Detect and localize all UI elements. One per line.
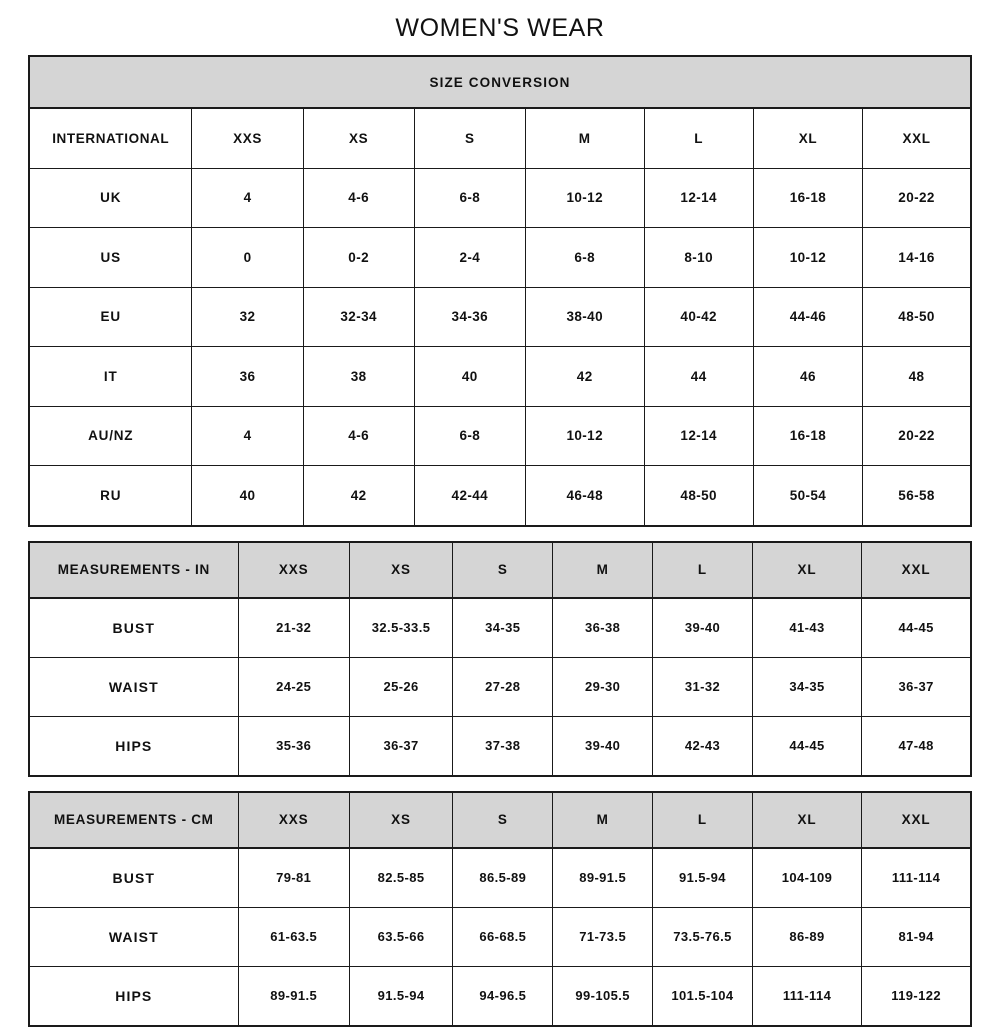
cell: 42-43 (653, 716, 753, 776)
cell: 4 (192, 168, 303, 228)
cell: 111-114 (862, 848, 971, 908)
row-label: WAIST (29, 907, 238, 966)
table-row (29, 907, 971, 966)
row-label: AU/NZ (29, 406, 192, 466)
cell: 71-73.5 (553, 907, 653, 966)
table-row (29, 228, 971, 288)
size-conversion-table (28, 55, 972, 527)
cell: 86.5-89 (453, 848, 553, 908)
cell: 46-48 (525, 466, 644, 526)
cell: 10-12 (525, 406, 644, 466)
row-label: BUST (29, 598, 238, 658)
column-header-m: M (525, 108, 644, 168)
column-header-xl: XL (753, 108, 862, 168)
cell: 37-38 (453, 716, 553, 776)
cell: 56-58 (863, 466, 971, 526)
cell: 29-30 (553, 657, 653, 716)
cell: 61-63.5 (238, 907, 349, 966)
column-header-xl: XL (752, 542, 861, 598)
size-conversion-banner: SIZE CONVERSION (29, 56, 971, 108)
cell: 94-96.5 (453, 966, 553, 1026)
cell: 25-26 (349, 657, 453, 716)
page-title: WOMEN'S WEAR (395, 14, 605, 42)
cell: 89-91.5 (238, 966, 349, 1026)
measurements-centimeters-table (28, 791, 972, 1027)
table-row (29, 716, 971, 776)
cell: 104-109 (752, 848, 861, 908)
cell: 2-4 (414, 228, 525, 288)
cell: 0-2 (303, 228, 414, 288)
column-header-m: M (553, 792, 653, 848)
cell: 86-89 (752, 907, 861, 966)
cell: 27-28 (453, 657, 553, 716)
cell: 6-8 (414, 168, 525, 228)
cell: 38-40 (525, 287, 644, 347)
cell: 36 (192, 347, 303, 407)
cell: 39-40 (553, 716, 653, 776)
cell: 12-14 (644, 406, 753, 466)
cell: 40 (192, 466, 303, 526)
cell: 12-14 (644, 168, 753, 228)
column-header-xxs: XXS (192, 108, 303, 168)
column-header-measurements-cm: MEASUREMENTS - CM (29, 792, 238, 848)
cell: 32 (192, 287, 303, 347)
row-label: HIPS (29, 966, 238, 1026)
cell: 48-50 (644, 466, 753, 526)
cell: 4-6 (303, 406, 414, 466)
table-row (29, 347, 971, 407)
column-header-s: S (414, 108, 525, 168)
cell: 79-81 (238, 848, 349, 908)
cell: 91.5-94 (653, 848, 753, 908)
table-banner-row (29, 56, 971, 108)
cell: 21-32 (238, 598, 349, 658)
cell: 42-44 (414, 466, 525, 526)
table-row (29, 966, 971, 1026)
column-header-xl: XL (752, 792, 861, 848)
cell: 0 (192, 228, 303, 288)
cell: 82.5-85 (349, 848, 453, 908)
cell: 34-36 (414, 287, 525, 347)
cell: 44-45 (752, 716, 861, 776)
cell: 34-35 (752, 657, 861, 716)
cell: 41-43 (752, 598, 861, 658)
cell: 14-16 (863, 228, 971, 288)
cell: 111-114 (752, 966, 861, 1026)
column-header-s: S (453, 542, 553, 598)
cell: 32-34 (303, 287, 414, 347)
column-header-xxl: XXL (862, 542, 971, 598)
cell: 101.5-104 (653, 966, 753, 1026)
cell: 91.5-94 (349, 966, 453, 1026)
table-header-row (29, 542, 971, 598)
column-header-international: INTERNATIONAL (29, 108, 192, 168)
column-header-xs: XS (303, 108, 414, 168)
table-row (29, 168, 971, 228)
cell: 48 (863, 347, 971, 407)
row-label: US (29, 228, 192, 288)
row-label: WAIST (29, 657, 238, 716)
cell: 8-10 (644, 228, 753, 288)
cell: 39-40 (653, 598, 753, 658)
row-label: EU (29, 287, 192, 347)
cell: 36-38 (553, 598, 653, 658)
row-label: HIPS (29, 716, 238, 776)
row-label: IT (29, 347, 192, 407)
column-header-xxs: XXS (238, 542, 349, 598)
column-header-measurements-in: MEASUREMENTS - IN (29, 542, 238, 598)
row-label: UK (29, 168, 192, 228)
cell: 20-22 (863, 168, 971, 228)
column-header-l: L (653, 792, 753, 848)
cell: 36-37 (349, 716, 453, 776)
cell: 4-6 (303, 168, 414, 228)
table-row (29, 466, 971, 526)
column-header-s: S (453, 792, 553, 848)
cell: 47-48 (862, 716, 971, 776)
cell: 81-94 (862, 907, 971, 966)
table-row (29, 848, 971, 908)
column-header-xxl: XXL (862, 792, 971, 848)
cell: 10-12 (525, 168, 644, 228)
cell: 99-105.5 (553, 966, 653, 1026)
table-row (29, 406, 971, 466)
cell: 63.5-66 (349, 907, 453, 966)
cell: 24-25 (238, 657, 349, 716)
column-header-xs: XS (349, 542, 453, 598)
table-header-row (29, 108, 971, 168)
cell: 119-122 (862, 966, 971, 1026)
row-label: RU (29, 466, 192, 526)
measurements-inches-table (28, 541, 972, 777)
cell: 89-91.5 (553, 848, 653, 908)
table-header-row (29, 792, 971, 848)
cell: 4 (192, 406, 303, 466)
cell: 31-32 (653, 657, 753, 716)
cell: 34-35 (453, 598, 553, 658)
cell: 16-18 (753, 168, 862, 228)
table-row (29, 657, 971, 716)
cell: 36-37 (862, 657, 971, 716)
column-header-xxl: XXL (863, 108, 971, 168)
column-header-xs: XS (349, 792, 453, 848)
cell: 20-22 (863, 406, 971, 466)
cell: 48-50 (863, 287, 971, 347)
table-row (29, 598, 971, 658)
cell: 40 (414, 347, 525, 407)
cell: 38 (303, 347, 414, 407)
cell: 44-46 (753, 287, 862, 347)
cell: 16-18 (753, 406, 862, 466)
column-header-m: M (553, 542, 653, 598)
cell: 73.5-76.5 (653, 907, 753, 966)
table-row (29, 287, 971, 347)
cell: 32.5-33.5 (349, 598, 453, 658)
cell: 50-54 (753, 466, 862, 526)
cell: 42 (525, 347, 644, 407)
cell: 6-8 (525, 228, 644, 288)
cell: 42 (303, 466, 414, 526)
column-header-xxs: XXS (238, 792, 349, 848)
cell: 46 (753, 347, 862, 407)
column-header-l: L (653, 542, 753, 598)
cell: 66-68.5 (453, 907, 553, 966)
cell: 40-42 (644, 287, 753, 347)
row-label: BUST (29, 848, 238, 908)
cell: 35-36 (238, 716, 349, 776)
cell: 10-12 (753, 228, 862, 288)
column-header-l: L (644, 108, 753, 168)
cell: 44-45 (862, 598, 971, 658)
cell: 6-8 (414, 406, 525, 466)
cell: 44 (644, 347, 753, 407)
